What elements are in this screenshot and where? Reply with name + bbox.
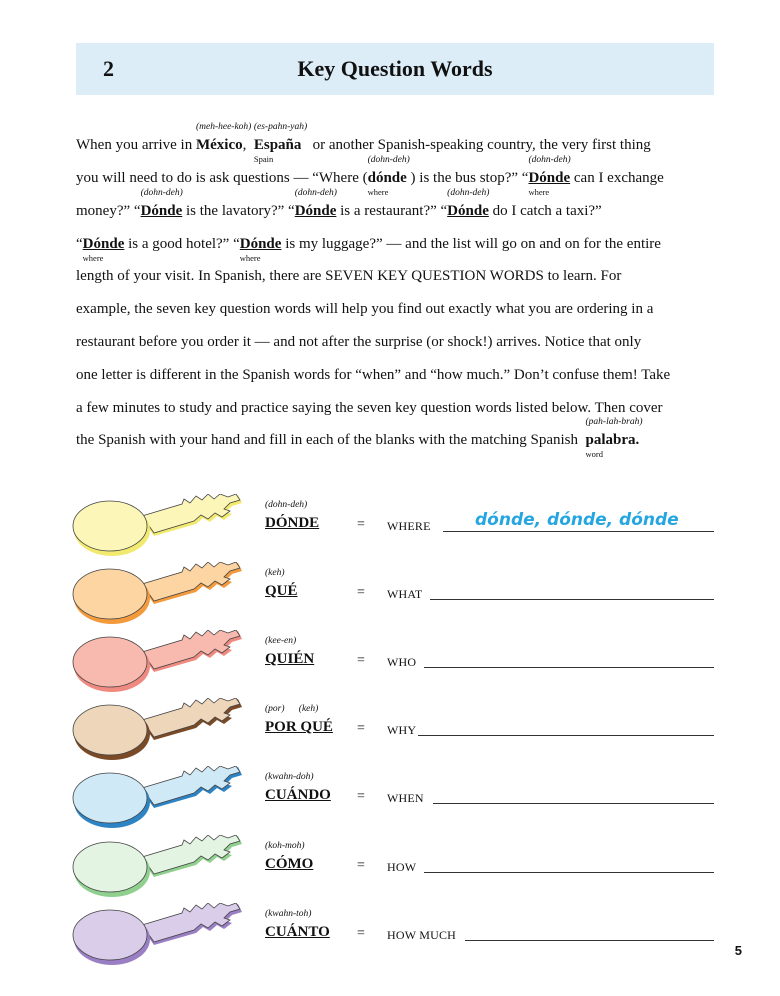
text: is my luggage?” — and the list will go on and on for the entire [285,236,661,252]
intro-line: a few minutes to study and practice saying the seven key question words listed below. Then cover [76,400,663,416]
spanish-word: Dónde [528,170,571,186]
gloss-mexico [195,122,252,154]
spanish-word: México [195,137,243,153]
gloss-donde [528,155,571,197]
spanish-question-word: CÓMO [265,856,314,872]
spanish-question-word: QUÉ [265,583,298,599]
text: “ [76,236,83,252]
equals-sign: = [357,858,365,873]
english-meaning: WHAT [387,587,423,601]
gloss-donde [140,188,183,220]
gloss-donde [82,236,125,263]
answer-blank[interactable] [430,599,714,600]
spanish-word: dónde [367,170,407,186]
handwritten-answer: dónde, dónde, dónde [475,510,679,530]
page-number: 5 [734,943,742,958]
spanish-question-word: DÓNDE [265,515,320,531]
spanish-word: Dónde [82,236,125,252]
intro-line: example, the seven key question words will help you find out exactly what you are ordering in a [76,301,654,317]
pronunciation: (por) (keh) [265,704,319,714]
answer-blank[interactable] [424,872,714,873]
key-icon [72,835,246,899]
english-meaning: WHO [387,655,417,669]
pronunciation: (pah-lah-brah) [585,417,643,427]
gloss-espana [253,122,308,164]
key-icon [72,766,246,830]
english-meaning: HOW [387,860,417,874]
spanish-word: Dónde [239,236,282,252]
text: is the lavatory?” “ [186,203,295,219]
text: can I exchange [573,170,664,186]
english-meaning: WHEN [387,791,424,805]
gloss-palabra [585,417,643,459]
text: is a good hotel?” “ [128,236,240,252]
pronunciation: (dohn-deh) [265,500,308,510]
translation: where [82,253,104,263]
text: When you arrive in [76,137,196,153]
translation: word [585,449,603,459]
intro-line: length of your visit. In Spanish, there are SEVEN KEY QUESTION WORDS to learn. For [76,268,622,284]
text: you will need to do is ask questions — “Where ( [76,170,368,186]
text: the Spanish with your hand and fill in each of the blanks with the matching Spanish [76,432,578,448]
pronunciation: (kee-en) [265,636,297,646]
gloss-donde [367,155,410,197]
spanish-word: Dónde [447,203,489,219]
pronunciation: (dohn-deh) [294,188,337,198]
translation: Spain [253,154,274,164]
answer-blank[interactable] [465,940,714,941]
pronunciation: (dohn-deh) [447,188,490,198]
chapter-number: 2 [103,56,114,81]
equals-sign: = [357,653,365,668]
text: money?” “ [76,203,141,219]
answer-blank[interactable] [424,667,714,668]
spanish-word: Dónde [294,203,337,219]
spanish-question-word: POR QUÉ [265,719,333,735]
spanish-word: España [253,137,302,153]
pronunciation: (meh-hee-koh) [195,122,252,132]
english-meaning: HOW MUCH [387,928,457,942]
intro-line [76,236,661,263]
intro-line: restaurant before you order it — and not after the surprise (or shock!) arrives. Notice that only [76,334,642,350]
equals-sign: = [357,789,365,804]
english-meaning: WHERE [387,519,431,533]
pronunciation: (kwahn-doh) [265,772,314,782]
key-icon [72,630,246,694]
intro-line [76,417,643,459]
equals-sign: = [357,926,365,941]
intro-line: one letter is different in the Spanish words for “when” and “how much.” Don’t confuse them! Take [76,367,671,383]
text: ) is the bus stop?” “ [410,170,529,186]
pronunciation: (dohn-deh) [140,188,183,198]
key-icon [72,903,246,967]
spanish-question-word: CUÁNDO [265,787,331,803]
pronunciation: (es-pahn-yah) [253,122,308,132]
text: do I catch a taxi?” [492,203,602,219]
gloss-donde [239,236,282,263]
pronunciation: (koh-moh) [265,841,305,851]
translation: where [239,253,261,263]
gloss-donde [294,188,337,220]
spanish-word: palabra. [585,432,640,448]
equals-sign: = [357,517,365,532]
equals-sign: = [357,585,365,600]
spanish-question-word: CUÁNTO [265,924,330,940]
spanish-word: Dónde [140,203,183,219]
equals-sign: = [357,721,365,736]
gloss-donde [447,188,490,220]
pronunciation: (kwahn-toh) [265,909,312,919]
answer-blank[interactable] [443,531,714,532]
text: is a restaurant?” “ [340,203,448,219]
key-icon [72,562,246,626]
key-icon [72,698,246,762]
chapter-title: Key Question Words [297,56,493,81]
pronunciation: (dohn-deh) [367,155,410,165]
pronunciation: (keh) [265,568,285,578]
key-icon [72,494,246,558]
translation: where [367,187,389,197]
spanish-question-word: QUIÉN [265,651,315,667]
answer-blank[interactable] [433,803,714,804]
pronunciation: (dohn-deh) [528,155,571,165]
translation: where [528,187,550,197]
english-meaning: WHY [387,723,417,737]
text: or another Spanish-speaking country, the very first thing [312,137,651,153]
text: , [242,137,247,153]
answer-blank[interactable] [418,735,714,736]
chapter-header [76,43,714,95]
